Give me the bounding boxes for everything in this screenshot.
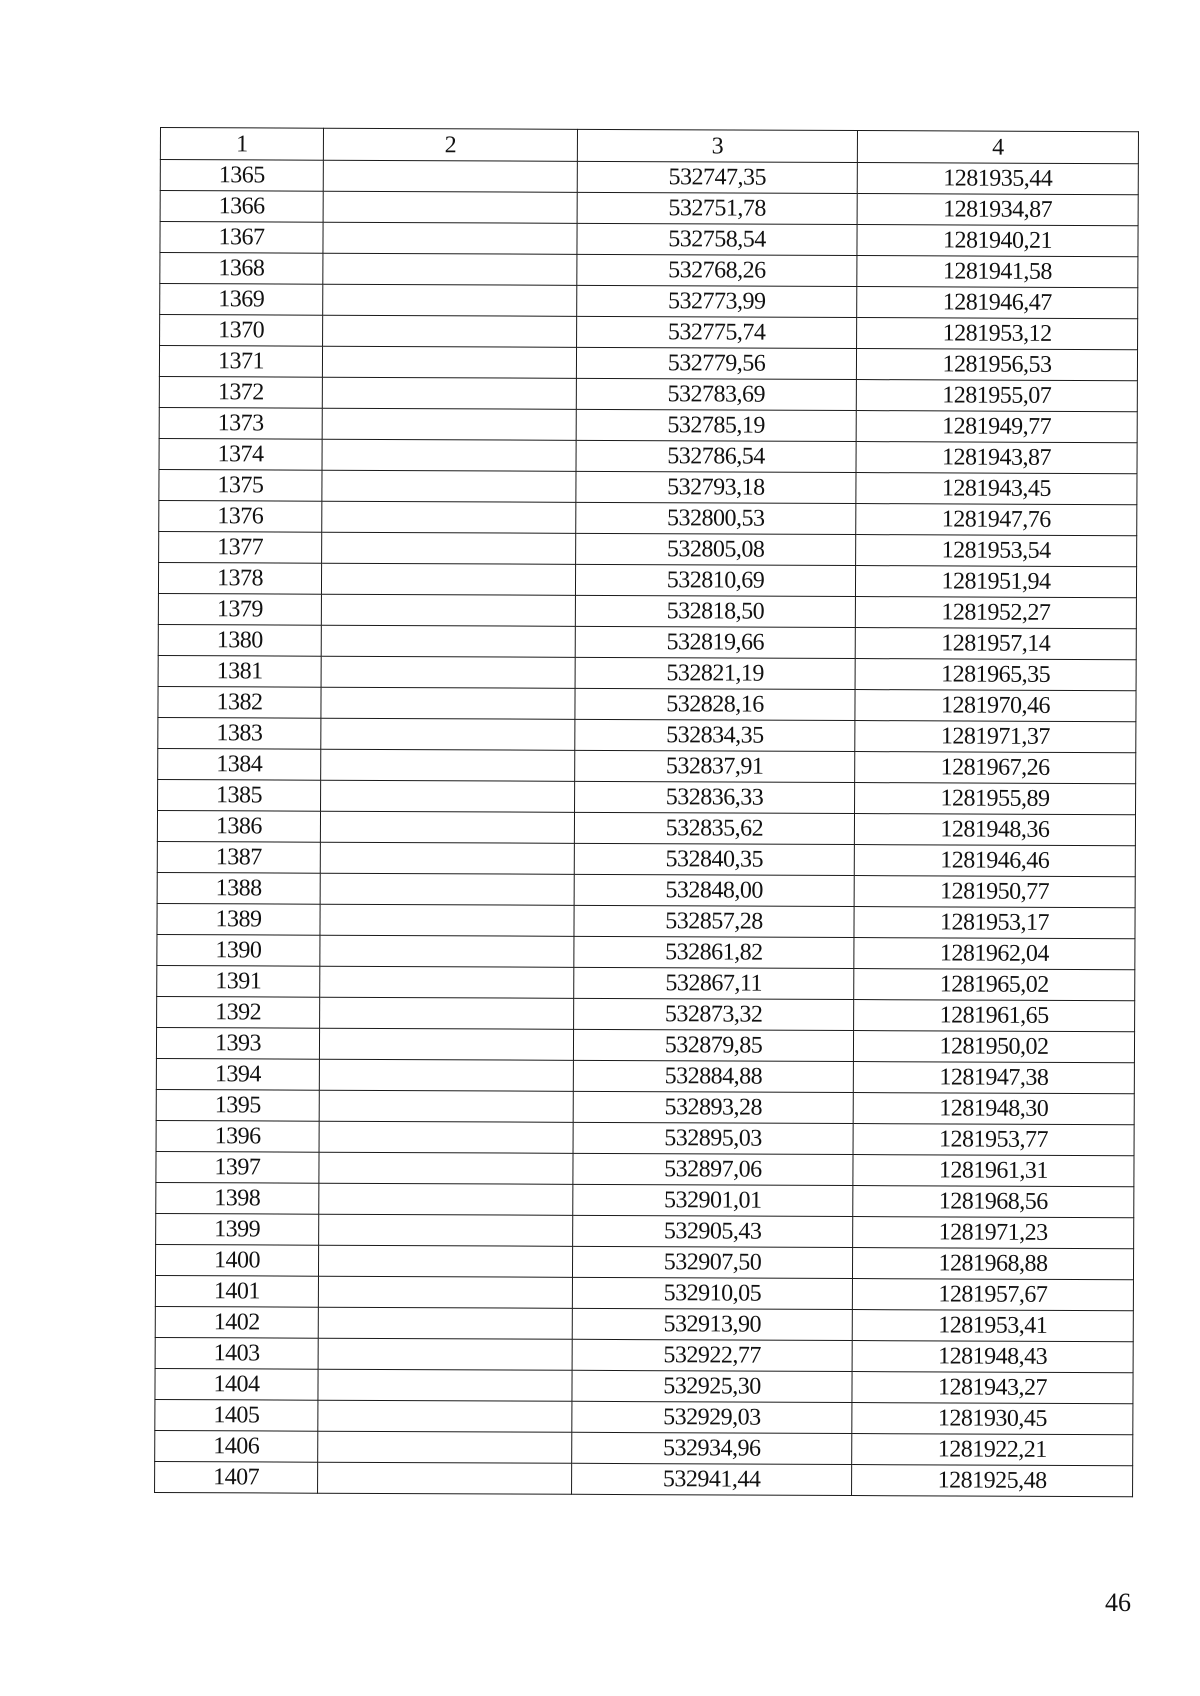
x-coordinate-cell: 532828,16 <box>575 688 855 720</box>
point-number-cell: 1398 <box>156 1182 319 1214</box>
table-row <box>156 1027 1134 1062</box>
point-number-cell: 1393 <box>156 1027 319 1059</box>
y-coordinate-cell: 1281922,21 <box>852 1434 1133 1466</box>
x-coordinate-cell: 532837,91 <box>575 750 855 782</box>
header-cell-2: 2 <box>323 128 577 161</box>
table-row <box>160 284 1138 319</box>
x-coordinate-cell: 532929,03 <box>572 1401 852 1433</box>
x-coordinate-cell: 532895,03 <box>573 1122 853 1154</box>
y-coordinate-cell: 1281948,36 <box>854 814 1135 846</box>
x-coordinate-cell: 532768,26 <box>577 254 857 286</box>
table-row <box>158 624 1136 659</box>
empty-cell <box>319 1152 573 1184</box>
x-coordinate-cell: 532905,43 <box>573 1215 853 1247</box>
x-coordinate-cell: 532818,50 <box>575 595 855 627</box>
point-number-cell: 1391 <box>157 965 320 997</box>
empty-cell <box>320 842 574 874</box>
point-number-cell: 1372 <box>159 376 322 408</box>
x-coordinate-cell: 532893,28 <box>573 1091 853 1123</box>
empty-cell <box>319 1121 573 1153</box>
table-row <box>158 562 1136 597</box>
point-number-cell: 1378 <box>158 562 321 594</box>
point-number-cell: 1404 <box>155 1368 318 1400</box>
table-row <box>156 1120 1134 1155</box>
point-number-cell: 1385 <box>158 779 321 811</box>
empty-cell <box>323 160 577 192</box>
y-coordinate-cell: 1281950,02 <box>853 1031 1134 1063</box>
y-coordinate-cell: 1281968,88 <box>852 1248 1133 1280</box>
x-coordinate-cell: 532836,33 <box>575 781 855 813</box>
empty-cell <box>322 532 576 564</box>
x-coordinate-cell: 532848,00 <box>574 874 854 906</box>
y-coordinate-cell: 1281953,12 <box>857 318 1138 350</box>
x-coordinate-cell: 532901,01 <box>573 1184 853 1216</box>
empty-cell <box>321 687 575 719</box>
empty-cell <box>323 253 577 285</box>
table-row <box>156 1182 1134 1217</box>
x-coordinate-cell: 532941,44 <box>572 1463 852 1495</box>
table-row <box>157 872 1135 907</box>
y-coordinate-cell: 1281943,45 <box>856 473 1137 505</box>
empty-cell <box>319 1028 573 1060</box>
point-number-cell: 1381 <box>158 655 321 687</box>
empty-cell <box>319 1059 573 1091</box>
table-row <box>155 1275 1133 1310</box>
point-number-cell: 1380 <box>158 624 321 656</box>
empty-cell <box>321 749 575 781</box>
table-row <box>159 376 1137 411</box>
empty-cell <box>318 1462 572 1494</box>
y-coordinate-cell: 1281953,54 <box>856 535 1137 567</box>
y-coordinate-cell: 1281951,94 <box>855 566 1136 598</box>
empty-cell <box>320 873 574 905</box>
table-row <box>156 1213 1134 1248</box>
y-coordinate-cell: 1281953,17 <box>854 907 1135 939</box>
table-row <box>156 1089 1134 1124</box>
empty-cell <box>322 501 576 533</box>
y-coordinate-cell: 1281971,37 <box>855 721 1136 753</box>
x-coordinate-cell: 532775,74 <box>577 316 857 348</box>
x-coordinate-cell: 532835,62 <box>574 812 854 844</box>
empty-cell <box>318 1245 572 1277</box>
empty-cell <box>320 997 574 1029</box>
table-row <box>159 407 1137 442</box>
y-coordinate-cell: 1281971,23 <box>853 1217 1134 1249</box>
empty-cell <box>318 1307 572 1339</box>
x-coordinate-cell: 532793,18 <box>576 471 856 503</box>
y-coordinate-cell: 1281967,26 <box>855 752 1136 784</box>
table-row <box>159 500 1137 535</box>
point-number-cell: 1394 <box>156 1058 319 1090</box>
y-coordinate-cell: 1281957,67 <box>852 1279 1133 1311</box>
y-coordinate-cell: 1281950,77 <box>854 876 1135 908</box>
empty-cell <box>318 1400 572 1432</box>
point-number-cell: 1390 <box>157 934 320 966</box>
table-row <box>158 717 1136 752</box>
empty-cell <box>321 718 575 750</box>
x-coordinate-cell: 532925,30 <box>572 1370 852 1402</box>
empty-cell <box>320 966 574 998</box>
point-number-cell: 1370 <box>160 315 323 347</box>
y-coordinate-cell: 1281947,38 <box>853 1062 1134 1094</box>
y-coordinate-cell: 1281962,04 <box>854 938 1135 970</box>
point-number-cell: 1376 <box>159 500 322 532</box>
x-coordinate-cell: 532805,08 <box>576 533 856 565</box>
point-number-cell: 1374 <box>159 438 322 470</box>
x-coordinate-cell: 532873,32 <box>574 998 854 1030</box>
y-coordinate-cell: 1281957,14 <box>855 628 1136 660</box>
table-row <box>158 593 1136 628</box>
table-row <box>156 1058 1134 1093</box>
table-row <box>160 191 1138 226</box>
empty-cell <box>322 408 576 440</box>
table-row <box>160 222 1138 257</box>
point-number-cell: 1386 <box>157 810 320 842</box>
empty-cell <box>322 439 576 471</box>
x-coordinate-cell: 532897,06 <box>573 1153 853 1185</box>
table-row <box>159 531 1137 566</box>
x-coordinate-cell: 532922,77 <box>572 1339 852 1371</box>
y-coordinate-cell: 1281953,77 <box>853 1124 1134 1156</box>
table-row <box>159 438 1137 473</box>
empty-cell <box>323 315 577 347</box>
empty-cell <box>323 222 577 254</box>
y-coordinate-cell: 1281956,53 <box>856 349 1137 381</box>
table-row <box>155 1461 1133 1496</box>
table-row <box>160 315 1138 350</box>
y-coordinate-cell: 1281948,30 <box>853 1093 1134 1125</box>
x-coordinate-cell: 532785,19 <box>576 409 856 441</box>
table-row <box>159 346 1137 381</box>
point-number-cell: 1406 <box>155 1430 318 1462</box>
empty-cell <box>321 563 575 595</box>
x-coordinate-cell: 532907,50 <box>572 1246 852 1278</box>
point-number-cell: 1400 <box>155 1244 318 1276</box>
y-coordinate-cell: 1281949,77 <box>856 411 1137 443</box>
point-number-cell: 1389 <box>157 903 320 935</box>
table-row <box>157 841 1135 876</box>
y-coordinate-cell: 1281935,44 <box>857 163 1138 195</box>
table-row <box>158 686 1136 721</box>
table-row <box>157 934 1135 969</box>
empty-cell <box>322 346 576 378</box>
table-row <box>158 655 1136 690</box>
y-coordinate-cell: 1281943,27 <box>852 1372 1133 1404</box>
y-coordinate-cell: 1281955,89 <box>855 783 1136 815</box>
y-coordinate-cell: 1281952,27 <box>855 597 1136 629</box>
empty-cell <box>321 594 575 626</box>
empty-cell <box>319 1214 573 1246</box>
empty-cell <box>322 377 576 409</box>
table-row <box>157 810 1135 845</box>
x-coordinate-cell: 532879,85 <box>573 1029 853 1061</box>
empty-cell <box>320 811 574 843</box>
table-row <box>158 748 1136 783</box>
y-coordinate-cell: 1281965,02 <box>854 969 1135 1001</box>
table-row <box>158 779 1136 814</box>
table-row <box>160 253 1138 288</box>
point-number-cell: 1401 <box>155 1275 318 1307</box>
point-number-cell: 1405 <box>155 1399 318 1431</box>
empty-cell <box>318 1369 572 1401</box>
point-number-cell: 1382 <box>158 686 321 718</box>
empty-cell <box>321 625 575 657</box>
point-number-cell: 1407 <box>155 1461 318 1493</box>
x-coordinate-cell: 532821,19 <box>575 657 855 689</box>
x-coordinate-cell: 532834,35 <box>575 719 855 751</box>
header-cell-3: 3 <box>577 129 857 162</box>
y-coordinate-cell: 1281961,31 <box>853 1155 1134 1187</box>
y-coordinate-cell: 1281947,76 <box>856 504 1137 536</box>
x-coordinate-cell: 532857,28 <box>574 905 854 937</box>
point-number-cell: 1365 <box>160 160 323 192</box>
page-number: 46 <box>1105 1588 1131 1617</box>
x-coordinate-cell: 532747,35 <box>577 161 857 193</box>
y-coordinate-cell: 1281965,35 <box>855 659 1136 691</box>
table-row <box>155 1306 1133 1341</box>
empty-cell <box>319 1183 573 1215</box>
x-coordinate-cell: 532779,56 <box>576 347 856 379</box>
point-number-cell: 1399 <box>156 1213 319 1245</box>
point-number-cell: 1383 <box>158 717 321 749</box>
table-row <box>157 996 1135 1031</box>
x-coordinate-cell: 532786,54 <box>576 440 856 472</box>
x-coordinate-cell: 532913,90 <box>572 1308 852 1340</box>
x-coordinate-cell: 532884,88 <box>573 1060 853 1092</box>
point-number-cell: 1395 <box>156 1089 319 1121</box>
table-row <box>157 903 1135 938</box>
table-header-row <box>160 128 1138 164</box>
empty-cell <box>320 904 574 936</box>
y-coordinate-cell: 1281948,43 <box>852 1341 1133 1373</box>
x-coordinate-cell: 532758,54 <box>577 223 857 255</box>
point-number-cell: 1366 <box>160 191 323 223</box>
point-number-cell: 1368 <box>160 253 323 285</box>
table-body <box>155 128 1139 1497</box>
x-coordinate-cell: 532751,78 <box>577 192 857 224</box>
y-coordinate-cell: 1281955,07 <box>856 380 1137 412</box>
x-coordinate-cell: 532800,53 <box>576 502 856 534</box>
table-row <box>157 965 1135 1000</box>
point-number-cell: 1396 <box>156 1120 319 1152</box>
table-row <box>160 160 1138 195</box>
empty-cell <box>318 1431 572 1463</box>
point-number-cell: 1392 <box>157 996 320 1028</box>
point-number-cell: 1375 <box>159 469 322 501</box>
empty-cell <box>321 656 575 688</box>
table-row <box>155 1337 1133 1372</box>
empty-cell <box>319 1090 573 1122</box>
x-coordinate-cell: 532819,66 <box>575 626 855 658</box>
x-coordinate-cell: 532910,05 <box>572 1277 852 1309</box>
empty-cell <box>321 780 575 812</box>
y-coordinate-cell: 1281946,47 <box>857 287 1138 319</box>
point-number-cell: 1373 <box>159 407 322 439</box>
table-row <box>156 1151 1134 1186</box>
header-cell-1: 1 <box>160 128 323 161</box>
table-row <box>155 1244 1133 1279</box>
x-coordinate-cell: 532773,99 <box>577 285 857 317</box>
empty-cell <box>318 1338 572 1370</box>
y-coordinate-cell: 1281925,48 <box>852 1465 1133 1497</box>
point-number-cell: 1402 <box>155 1306 318 1338</box>
point-number-cell: 1397 <box>156 1151 319 1183</box>
y-coordinate-cell: 1281970,46 <box>855 690 1136 722</box>
empty-cell <box>318 1276 572 1308</box>
x-coordinate-cell: 532867,11 <box>574 967 854 999</box>
y-coordinate-cell: 1281961,65 <box>854 1000 1135 1032</box>
empty-cell <box>323 191 577 223</box>
table-row <box>155 1399 1133 1434</box>
y-coordinate-cell: 1281943,87 <box>856 442 1137 474</box>
y-coordinate-cell: 1281930,45 <box>852 1403 1133 1435</box>
point-number-cell: 1379 <box>158 593 321 625</box>
y-coordinate-cell: 1281946,46 <box>854 845 1135 877</box>
x-coordinate-cell: 532861,82 <box>574 936 854 968</box>
point-number-cell: 1403 <box>155 1337 318 1369</box>
header-cell-4: 4 <box>857 131 1138 164</box>
point-number-cell: 1371 <box>159 346 322 378</box>
y-coordinate-cell: 1281934,87 <box>857 194 1138 226</box>
point-number-cell: 1384 <box>158 748 321 780</box>
empty-cell <box>320 935 574 967</box>
y-coordinate-cell: 1281953,41 <box>852 1310 1133 1342</box>
point-number-cell: 1367 <box>160 222 323 254</box>
empty-cell <box>322 470 576 502</box>
point-number-cell: 1377 <box>159 531 322 563</box>
point-number-cell: 1387 <box>157 841 320 873</box>
coordinates-table <box>154 127 1139 1497</box>
table-row <box>155 1368 1133 1403</box>
y-coordinate-cell: 1281940,21 <box>857 225 1138 257</box>
x-coordinate-cell: 532934,96 <box>572 1432 852 1464</box>
point-number-cell: 1369 <box>160 284 323 316</box>
x-coordinate-cell: 532783,69 <box>576 378 856 410</box>
table-row <box>155 1430 1133 1465</box>
point-number-cell: 1388 <box>157 872 320 904</box>
x-coordinate-cell: 532840,35 <box>574 843 854 875</box>
table-row <box>159 469 1137 504</box>
empty-cell <box>323 284 577 316</box>
y-coordinate-cell: 1281941,58 <box>857 256 1138 288</box>
y-coordinate-cell: 1281968,56 <box>853 1186 1134 1218</box>
x-coordinate-cell: 532810,69 <box>575 564 855 596</box>
